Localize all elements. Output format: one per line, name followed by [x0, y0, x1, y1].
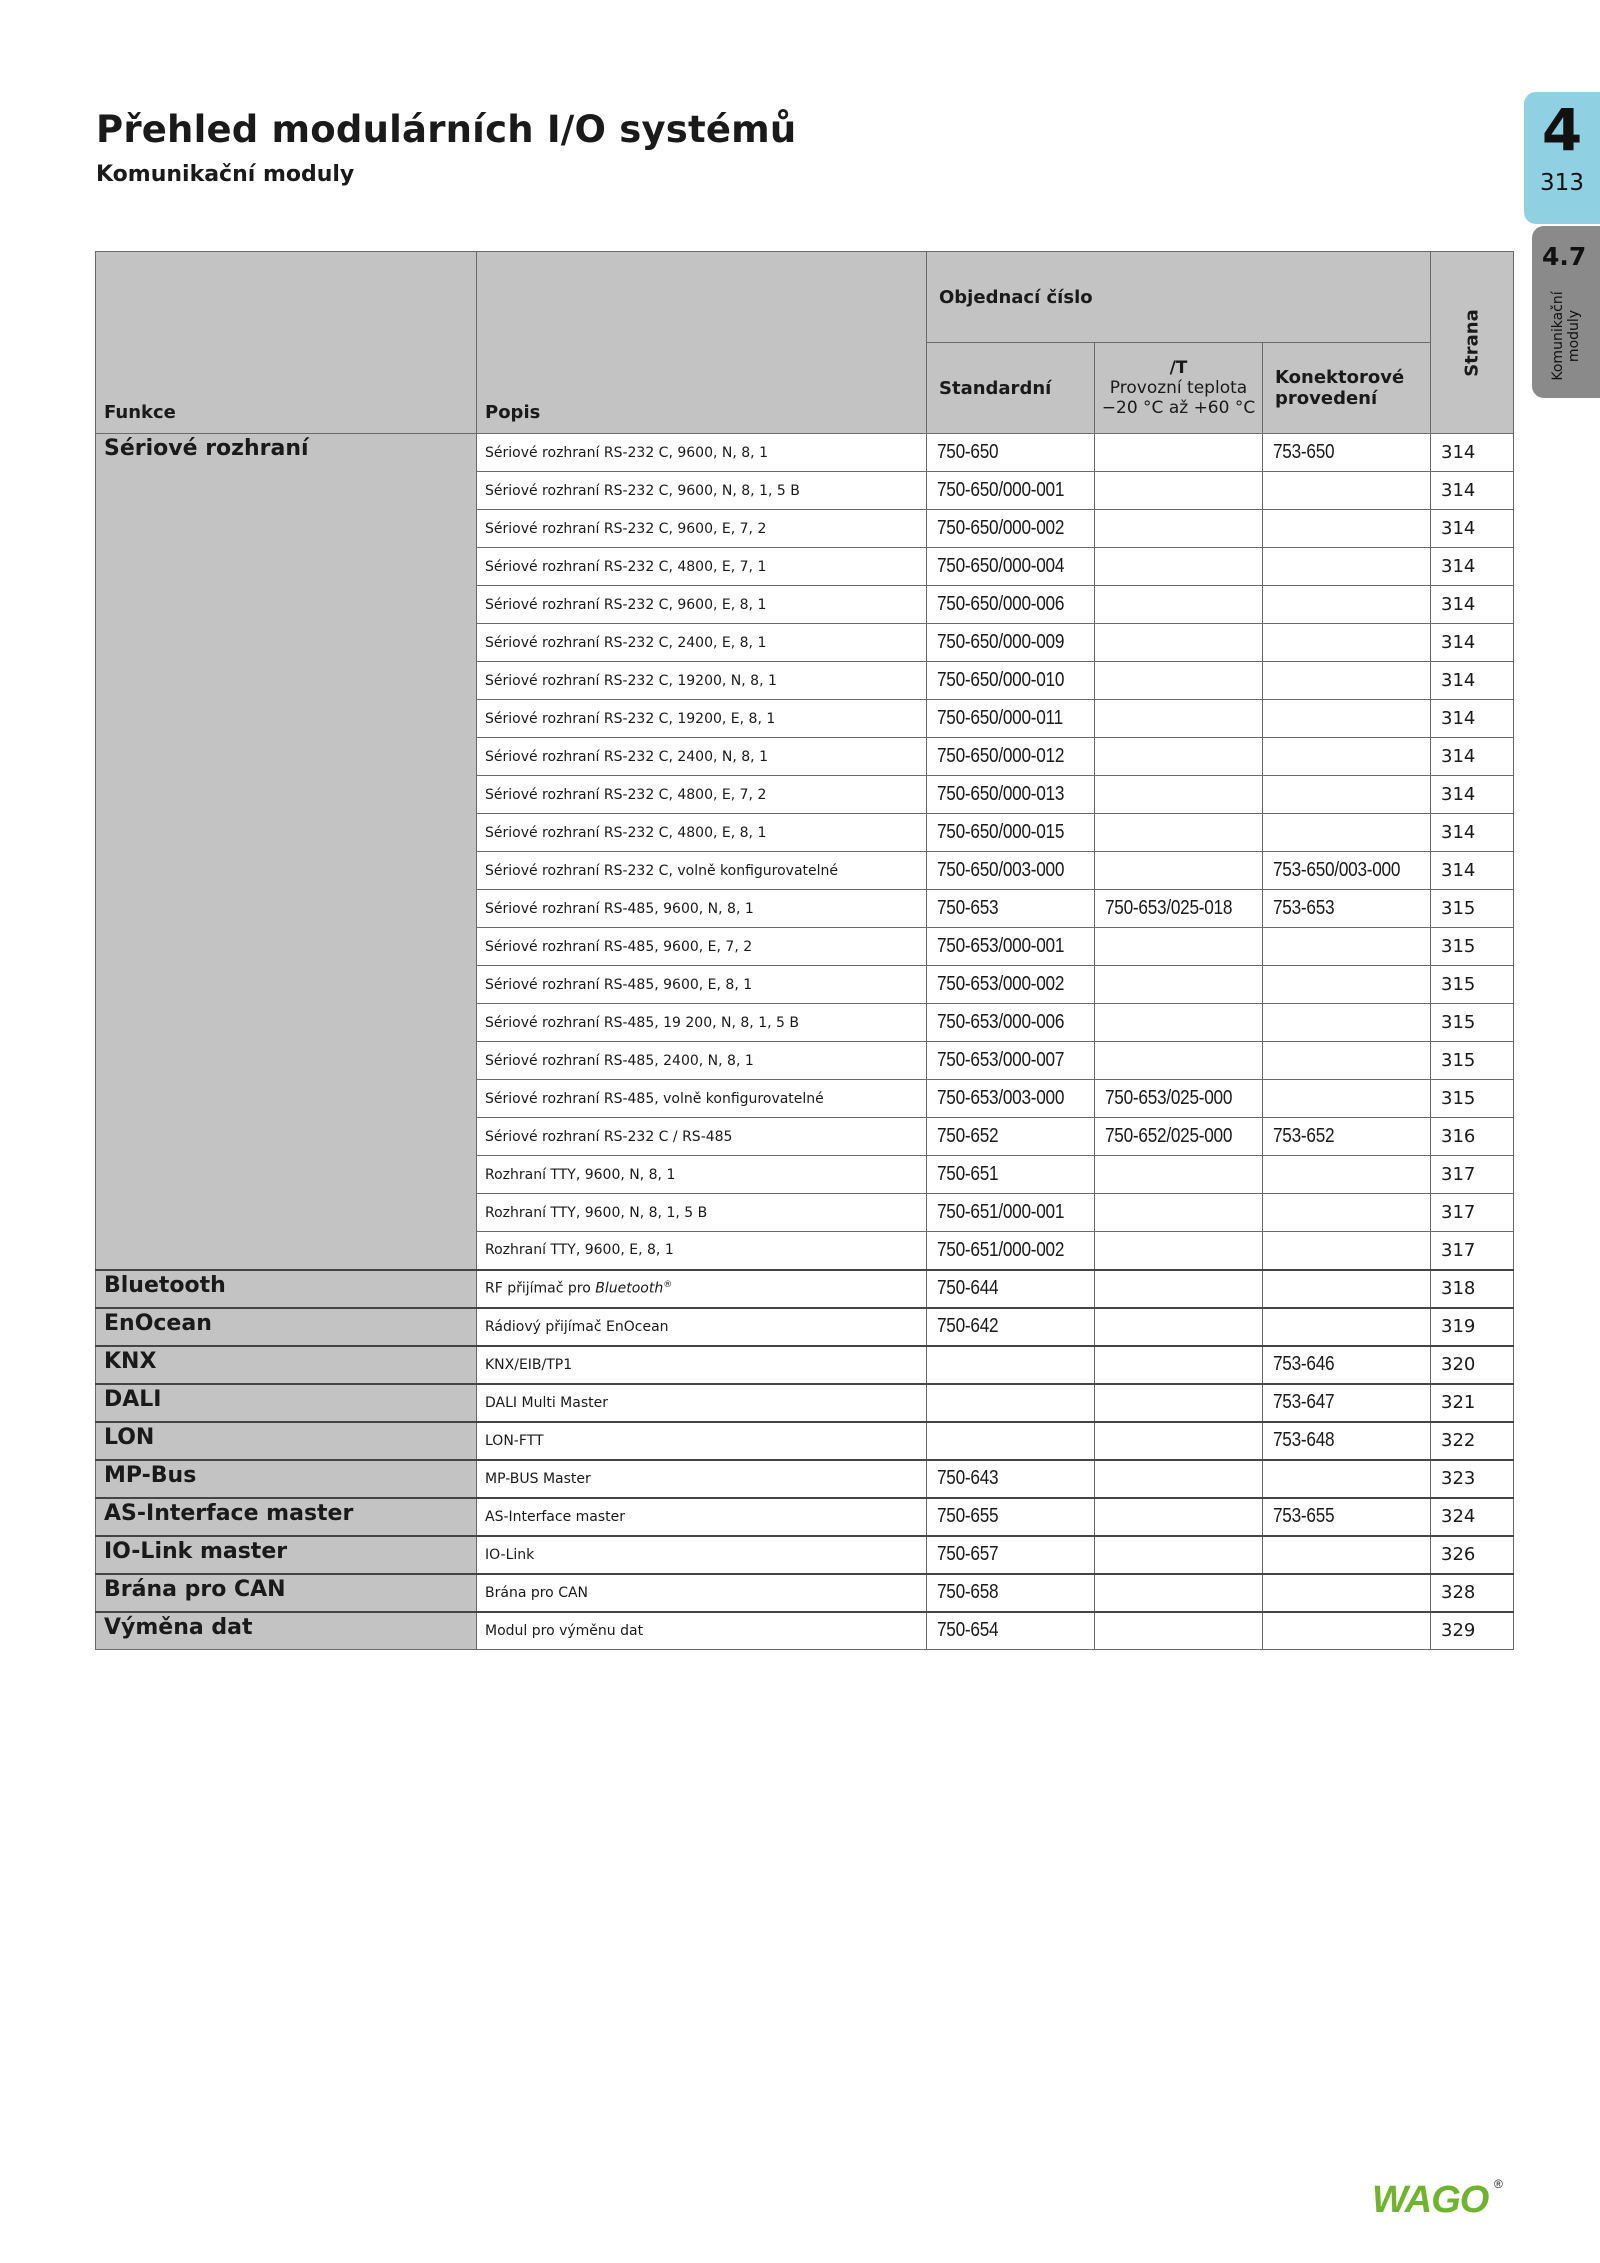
cell-strana: 315	[1431, 1080, 1514, 1118]
cell-strana: 322	[1431, 1422, 1514, 1460]
cell-strana: 314	[1431, 700, 1514, 738]
cell-standard-order-number	[927, 852, 1095, 890]
header-standardni: Standardní	[927, 343, 1095, 434]
cell-t-order-number	[1095, 814, 1263, 852]
cell-strana: 326	[1431, 1536, 1514, 1574]
cell-standard-order-number	[927, 1346, 1095, 1384]
table-row	[96, 1422, 1514, 1460]
header-konektorove: Konektorové provedení	[1263, 343, 1431, 434]
cell-popis	[477, 1004, 927, 1042]
table-row	[96, 1574, 1514, 1612]
cell-popis	[477, 1270, 927, 1308]
cell-konektor-order-number	[1263, 1422, 1431, 1460]
table-row	[96, 1498, 1514, 1536]
wago-logo-text: WAGO	[1372, 2179, 1489, 2220]
cell-standard-order-number	[927, 1422, 1095, 1460]
page-title: Přehled modulárních I/O systémů	[96, 108, 797, 151]
cell-strana: 324	[1431, 1498, 1514, 1536]
cell-funkce: IO-Link master	[96, 1536, 477, 1574]
cell-konektor-order-number	[1263, 624, 1431, 662]
popis-text: Sériové rozhraní RS-485, 9600, E, 8, 1	[485, 976, 753, 993]
cell-t-order-number	[1095, 1308, 1263, 1346]
cell-konektor-order-number-text: 753-646	[1273, 1353, 1335, 1375]
cell-konektor-order-number	[1263, 738, 1431, 776]
cell-standard-order-number-text: 750-655	[937, 1505, 999, 1527]
cell-strana: 314	[1431, 738, 1514, 776]
cell-popis	[477, 700, 927, 738]
cell-konektor-order-number	[1263, 776, 1431, 814]
header-t-line2: −20 °C až +60 °C	[1101, 398, 1256, 418]
header-t-variant	[1095, 343, 1263, 434]
cell-strana: 320	[1431, 1346, 1514, 1384]
cell-popis	[477, 472, 927, 510]
popis-text: Sériové rozhraní RS-232 C, 9600, E, 8, 1	[485, 596, 767, 613]
cell-popis	[477, 738, 927, 776]
cell-standard-order-number	[927, 624, 1095, 662]
section-tab[interactable]	[1532, 226, 1600, 398]
popis-text: Sériové rozhraní RS-485, 9600, N, 8, 1	[485, 900, 754, 917]
popis-text: LON-FTT	[485, 1432, 544, 1449]
cell-strana: 314	[1431, 814, 1514, 852]
cell-popis	[477, 1384, 927, 1422]
popis-text: Sériové rozhraní RS-232 C, 19200, E, 8, 1	[485, 710, 776, 727]
cell-konektor-order-number	[1263, 548, 1431, 586]
cell-standard-order-number-text: 750-650/000-001	[937, 479, 1065, 501]
cell-standard-order-number	[927, 928, 1095, 966]
cell-standard-order-number-text: 750-653/003-000	[937, 1087, 1065, 1109]
cell-konektor-order-number	[1263, 510, 1431, 548]
table-row	[96, 1612, 1514, 1650]
cell-funkce: Výměna dat	[96, 1612, 477, 1650]
cell-t-order-number	[1095, 1384, 1263, 1422]
cell-strana: 315	[1431, 1042, 1514, 1080]
cell-standard-order-number	[927, 510, 1095, 548]
cell-t-order-number	[1095, 624, 1263, 662]
cell-konektor-order-number	[1263, 1232, 1431, 1270]
cell-standard-order-number-text: 750-650	[937, 441, 999, 463]
registered-mark: ®	[663, 1280, 673, 1291]
cell-standard-order-number	[927, 1232, 1095, 1270]
cell-standard-order-number-text: 750-650/000-012	[937, 745, 1065, 767]
cell-popis	[477, 548, 927, 586]
popis-text: Sériové rozhraní RS-485, 19 200, N, 8, 1, 5 B	[485, 1014, 799, 1031]
cell-t-order-number	[1095, 1574, 1263, 1612]
cell-t-order-number	[1095, 662, 1263, 700]
cell-konektor-order-number	[1263, 1460, 1431, 1498]
cell-t-order-number	[1095, 1118, 1263, 1156]
table-row	[96, 1460, 1514, 1498]
cell-strana: 314	[1431, 624, 1514, 662]
cell-popis	[477, 1042, 927, 1080]
cell-funkce: LON	[96, 1422, 477, 1460]
table-body	[96, 434, 1514, 1650]
cell-standard-order-number	[927, 890, 1095, 928]
cell-t-order-number	[1095, 890, 1263, 928]
section-label: Komunikační moduly	[1550, 291, 1582, 381]
cell-t-order-number-text: 750-653/025-018	[1105, 897, 1233, 919]
cell-popis	[477, 966, 927, 1004]
table-row	[96, 1536, 1514, 1574]
cell-funkce: Bluetooth	[96, 1270, 477, 1308]
popis-text: Sériové rozhraní RS-232 C, 2400, N, 8, 1	[485, 748, 768, 765]
cell-standard-order-number	[927, 1536, 1095, 1574]
cell-strana: 323	[1431, 1460, 1514, 1498]
cell-konektor-order-number	[1263, 1384, 1431, 1422]
cell-standard-order-number-text: 750-650/000-004	[937, 555, 1065, 577]
cell-t-order-number	[1095, 434, 1263, 472]
cell-strana: 314	[1431, 662, 1514, 700]
cell-strana: 314	[1431, 434, 1514, 472]
cell-konektor-order-number	[1263, 472, 1431, 510]
cell-konektor-order-number	[1263, 1536, 1431, 1574]
cell-strana: 315	[1431, 1004, 1514, 1042]
chapter-number: 4	[1541, 96, 1583, 164]
popis-text: IO-Link	[485, 1546, 535, 1563]
cell-konektor-order-number	[1263, 700, 1431, 738]
wago-logo-registered: ®	[1494, 2177, 1503, 2191]
cell-t-order-number	[1095, 548, 1263, 586]
cell-konektor-order-number	[1263, 1498, 1431, 1536]
table-row	[96, 1384, 1514, 1422]
cell-strana: 314	[1431, 472, 1514, 510]
cell-standard-order-number	[927, 1118, 1095, 1156]
cell-standard-order-number	[927, 814, 1095, 852]
header-strana	[1431, 252, 1514, 434]
cell-t-order-number	[1095, 738, 1263, 776]
cell-konektor-order-number-text: 753-650/003-000	[1273, 859, 1401, 881]
cell-strana: 315	[1431, 928, 1514, 966]
cell-standard-order-number	[927, 586, 1095, 624]
cell-standard-order-number	[927, 1308, 1095, 1346]
cell-popis	[477, 1194, 927, 1232]
cell-standard-order-number-text: 750-653	[937, 897, 999, 919]
cell-standard-order-number	[927, 1270, 1095, 1308]
popis-text: MP-BUS Master	[485, 1470, 591, 1487]
popis-text: Sériové rozhraní RS-485, volně konfigurovatelné	[485, 1090, 824, 1107]
cell-standard-order-number	[927, 1574, 1095, 1612]
cell-standard-order-number	[927, 776, 1095, 814]
cell-konektor-order-number	[1263, 1042, 1431, 1080]
cell-t-order-number	[1095, 586, 1263, 624]
cell-konektor-order-number-text: 753-655	[1273, 1505, 1335, 1527]
cell-standard-order-number-text: 750-650/000-009	[937, 631, 1065, 653]
cell-standard-order-number	[927, 434, 1095, 472]
cell-popis	[477, 1232, 927, 1270]
cell-standard-order-number-text: 750-651/000-001	[937, 1201, 1065, 1223]
header-t-line1: Provozní teplota	[1109, 378, 1248, 398]
cell-t-order-number	[1095, 1460, 1263, 1498]
cell-standard-order-number	[927, 1498, 1095, 1536]
cell-popis	[477, 776, 927, 814]
cell-t-order-number	[1095, 966, 1263, 1004]
cell-t-order-number-text: 750-652/025-000	[1105, 1125, 1233, 1147]
cell-strana: 316	[1431, 1118, 1514, 1156]
cell-t-order-number-text: 750-653/025-000	[1105, 1087, 1233, 1109]
cell-konektor-order-number	[1263, 814, 1431, 852]
cell-konektor-order-number	[1263, 1004, 1431, 1042]
cell-standard-order-number	[927, 1194, 1095, 1232]
popis-text: Rádiový přijímač EnOcean	[485, 1318, 669, 1335]
popis-text: Rozhraní TTY, 9600, N, 8, 1, 5 B	[485, 1204, 708, 1221]
cell-strana: 314	[1431, 510, 1514, 548]
cell-standard-order-number-text: 750-650/000-002	[937, 517, 1065, 539]
popis-text: RF přijímač pro	[485, 1280, 596, 1297]
cell-standard-order-number-text: 750-650/000-006	[937, 593, 1065, 615]
cell-konektor-order-number	[1263, 1194, 1431, 1232]
cell-konektor-order-number	[1263, 890, 1431, 928]
popis-text: Sériové rozhraní RS-232 C, 9600, N, 8, 1, 5 B	[485, 482, 800, 499]
cell-standard-order-number-text: 750-650/000-010	[937, 669, 1065, 691]
cell-strana: 314	[1431, 586, 1514, 624]
cell-popis	[477, 1574, 927, 1612]
cell-standard-order-number	[927, 966, 1095, 1004]
page-subtitle: Komunikační moduly	[96, 162, 355, 187]
cell-standard-order-number	[927, 1460, 1095, 1498]
cell-t-order-number	[1095, 1612, 1263, 1650]
cell-standard-order-number-text: 750-651/000-002	[937, 1238, 1065, 1261]
cell-strana: 314	[1431, 776, 1514, 814]
popis-text: Sériové rozhraní RS-232 C, 4800, E, 7, 1	[485, 558, 767, 575]
cell-konektor-order-number	[1263, 1612, 1431, 1650]
cell-t-order-number	[1095, 472, 1263, 510]
cell-konektor-order-number	[1263, 1308, 1431, 1346]
cell-t-order-number	[1095, 776, 1263, 814]
cell-funkce: MP-Bus	[96, 1460, 477, 1498]
cell-standard-order-number	[927, 1080, 1095, 1118]
wago-logo	[1368, 2176, 1508, 2220]
cell-konektor-order-number-text: 753-647	[1273, 1391, 1335, 1413]
page-number: 313	[1540, 170, 1584, 196]
cell-strana: 315	[1431, 890, 1514, 928]
popis-text: Sériové rozhraní RS-232 C, 4800, E, 8, 1	[485, 824, 767, 841]
cell-popis	[477, 814, 927, 852]
cell-popis	[477, 586, 927, 624]
cell-popis	[477, 1612, 927, 1650]
table-row	[96, 1308, 1514, 1346]
cell-t-order-number	[1095, 1156, 1263, 1194]
cell-funkce: KNX	[96, 1346, 477, 1384]
cell-strana: 314	[1431, 852, 1514, 890]
cell-konektor-order-number	[1263, 852, 1431, 890]
cell-standard-order-number-text: 750-652	[937, 1125, 999, 1147]
table-row	[96, 434, 1514, 472]
cell-popis	[477, 1422, 927, 1460]
cell-t-order-number	[1095, 1080, 1263, 1118]
cell-t-order-number	[1095, 1042, 1263, 1080]
cell-popis	[477, 1118, 927, 1156]
cell-strana: 317	[1431, 1156, 1514, 1194]
cell-t-order-number	[1095, 700, 1263, 738]
cell-standard-order-number-text: 750-653/000-006	[937, 1011, 1065, 1033]
cell-strana: 328	[1431, 1574, 1514, 1612]
popis-text: Sériové rozhraní RS-232 C, volně konfigurovatelné	[485, 862, 839, 879]
popis-text: Sériové rozhraní RS-232 C, 19200, N, 8, 1	[485, 672, 777, 689]
cell-standard-order-number-text: 750-650/000-015	[937, 821, 1065, 843]
popis-text: Sériové rozhraní RS-232 C, 2400, E, 8, 1	[485, 634, 767, 651]
chapter-tab[interactable]	[1524, 92, 1600, 224]
cell-standard-order-number	[927, 1004, 1095, 1042]
header-t-title: /T	[1169, 358, 1188, 378]
cell-konektor-order-number	[1263, 1270, 1431, 1308]
cell-standard-order-number	[927, 1612, 1095, 1650]
cell-popis	[477, 890, 927, 928]
cell-popis	[477, 1460, 927, 1498]
popis-text: Sériové rozhraní RS-232 C, 9600, N, 8, 1	[485, 444, 768, 461]
cell-t-order-number	[1095, 1422, 1263, 1460]
cell-standard-order-number	[927, 662, 1095, 700]
popis-text: Rozhraní TTY, 9600, N, 8, 1	[485, 1166, 676, 1183]
cell-strana: 321	[1431, 1384, 1514, 1422]
cell-konektor-order-number	[1263, 1156, 1431, 1194]
cell-standard-order-number-text: 750-653/000-001	[937, 935, 1065, 957]
cell-strana: 317	[1431, 1232, 1514, 1270]
cell-t-order-number	[1095, 852, 1263, 890]
cell-t-order-number	[1095, 1270, 1263, 1308]
cell-strana: 317	[1431, 1194, 1514, 1232]
cell-funkce: Sériové rozhraní	[96, 434, 477, 1270]
cell-t-order-number	[1095, 1194, 1263, 1232]
cell-konektor-order-number	[1263, 928, 1431, 966]
cell-standard-order-number	[927, 1156, 1095, 1194]
section-number: 4.7	[1542, 242, 1587, 271]
popis-text: Brána pro CAN	[485, 1584, 589, 1601]
cell-popis	[477, 1080, 927, 1118]
popis-text: Sériové rozhraní RS-485, 9600, E, 7, 2	[485, 938, 753, 955]
cell-t-order-number	[1095, 1004, 1263, 1042]
cell-konektor-order-number-text: 753-650	[1273, 441, 1335, 463]
header-objednaci-cislo: Objednací číslo	[927, 252, 1431, 343]
popis-text: Sériové rozhraní RS-485, 2400, N, 8, 1	[485, 1052, 754, 1069]
cell-strana: 319	[1431, 1308, 1514, 1346]
cell-standard-order-number-text: 750-657	[937, 1543, 999, 1565]
cell-t-order-number	[1095, 510, 1263, 548]
cell-standard-order-number-text: 750-644	[937, 1277, 999, 1299]
cell-konektor-order-number	[1263, 966, 1431, 1004]
cell-konektor-order-number	[1263, 1118, 1431, 1156]
table-row	[96, 1346, 1514, 1384]
cell-popis	[477, 510, 927, 548]
table-row	[96, 1270, 1514, 1308]
cell-standard-order-number-text: 750-650/000-011	[937, 707, 1063, 729]
cell-standard-order-number-text: 750-651	[937, 1163, 999, 1185]
cell-konektor-order-number	[1263, 434, 1431, 472]
cell-popis	[477, 928, 927, 966]
cell-popis	[477, 852, 927, 890]
popis-text: Sériové rozhraní RS-232 C, 9600, E, 7, 2	[485, 520, 767, 537]
cell-funkce: Brána pro CAN	[96, 1574, 477, 1612]
popis-text: DALI Multi Master	[485, 1394, 608, 1411]
cell-standard-order-number-text: 750-658	[937, 1581, 999, 1603]
cell-konektor-order-number-text: 753-653	[1273, 897, 1335, 919]
cell-standard-order-number	[927, 472, 1095, 510]
cell-popis	[477, 1156, 927, 1194]
cell-standard-order-number	[927, 1384, 1095, 1422]
cell-standard-order-number	[927, 700, 1095, 738]
cell-standard-order-number-text: 750-650/000-013	[937, 783, 1065, 805]
cell-strana: 315	[1431, 966, 1514, 1004]
popis-text: AS-Interface master	[485, 1508, 626, 1525]
cell-standard-order-number-text: 750-642	[937, 1315, 999, 1337]
cell-konektor-order-number-text: 753-648	[1273, 1429, 1335, 1451]
popis-italic: Bluetooth	[595, 1280, 664, 1297]
popis-text: KNX/EIB/TP1	[485, 1356, 573, 1373]
cell-popis	[477, 434, 927, 472]
popis-text: Rozhraní TTY, 9600, E, 8, 1	[485, 1242, 674, 1259]
cell-popis	[477, 624, 927, 662]
cell-konektor-order-number	[1263, 662, 1431, 700]
cell-popis	[477, 1536, 927, 1574]
cell-standard-order-number-text: 750-654	[937, 1619, 999, 1642]
cell-strana: 318	[1431, 1270, 1514, 1308]
cell-t-order-number	[1095, 1232, 1263, 1270]
cell-t-order-number	[1095, 928, 1263, 966]
cell-konektor-order-number	[1263, 1574, 1431, 1612]
cell-konektor-order-number-text: 753-652	[1273, 1125, 1335, 1147]
cell-standard-order-number	[927, 738, 1095, 776]
popis-text: Modul pro výměnu dat	[485, 1622, 644, 1639]
cell-popis	[477, 1308, 927, 1346]
cell-t-order-number	[1095, 1346, 1263, 1384]
header-strana-label: Strana	[1461, 308, 1483, 377]
cell-t-order-number	[1095, 1536, 1263, 1574]
cell-standard-order-number	[927, 1042, 1095, 1080]
cell-standard-order-number-text: 750-643	[937, 1467, 999, 1489]
cell-standard-order-number-text: 750-653/000-002	[937, 973, 1065, 995]
cell-standard-order-number-text: 750-650/003-000	[937, 859, 1065, 881]
cell-popis	[477, 1498, 927, 1536]
cell-strana: 314	[1431, 548, 1514, 586]
popis-text: Sériové rozhraní RS-232 C, 4800, E, 7, 2	[485, 786, 767, 803]
header-funkce: Funkce	[96, 252, 477, 434]
cell-konektor-order-number	[1263, 1080, 1431, 1118]
cell-standard-order-number	[927, 548, 1095, 586]
cell-strana: 329	[1431, 1612, 1514, 1650]
cell-standard-order-number-text: 750-653/000-007	[937, 1049, 1065, 1071]
cell-konektor-order-number	[1263, 586, 1431, 624]
cell-funkce: DALI	[96, 1384, 477, 1422]
cell-popis	[477, 1346, 927, 1384]
header-popis: Popis	[477, 252, 927, 434]
cell-popis	[477, 662, 927, 700]
modules-overview-table	[95, 251, 1514, 1650]
cell-konektor-order-number	[1263, 1346, 1431, 1384]
cell-funkce: AS-Interface master	[96, 1498, 477, 1536]
cell-funkce: EnOcean	[96, 1308, 477, 1346]
cell-t-order-number	[1095, 1498, 1263, 1536]
popis-text: Sériové rozhraní RS-232 C / RS-485	[485, 1128, 733, 1145]
